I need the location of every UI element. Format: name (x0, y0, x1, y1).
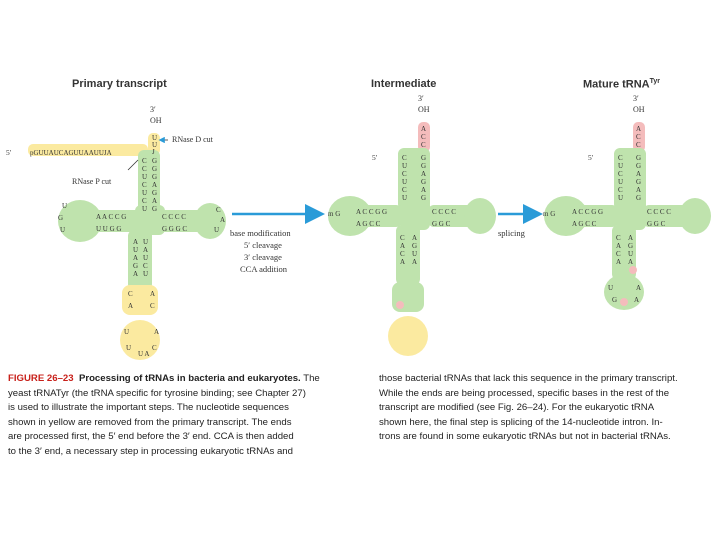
svg-text:C: C (400, 250, 405, 258)
caption-line-2: yeast tRNATyr (the tRNA specific for tyrosine binding; see Chapter 27) (8, 387, 306, 399)
svg-text:U A: U A (138, 350, 150, 358)
svg-text:G G C: G G C (432, 220, 451, 228)
svg-text:G: G (421, 178, 427, 186)
label-oh-primary: OH (150, 116, 162, 125)
svg-text:C: C (216, 206, 221, 214)
svg-text:A: A (616, 258, 622, 266)
svg-text:C: C (128, 290, 133, 298)
svg-text:U: U (143, 270, 149, 278)
svg-text:C: C (142, 197, 147, 205)
svg-text:G: G (628, 242, 634, 250)
svg-text:U: U (143, 254, 149, 262)
svg-text:U: U (152, 141, 158, 149)
svg-text:C: C (616, 234, 621, 242)
svg-text:G: G (412, 242, 418, 250)
label-rnase-d-cut: RNase D cut (172, 135, 213, 144)
title-mature-trna: Mature tRNA$^{Tyr}$ (583, 78, 660, 91)
svg-text:A: A (628, 258, 634, 266)
svg-text:A: A (636, 186, 642, 194)
caption-line-3: is used to illustrate the important steps. The nucleotide sequences (8, 402, 289, 414)
svg-text:A C C G G: A C C G G (572, 208, 604, 216)
svg-text:G: G (58, 214, 64, 222)
step-base-modification: base modification (230, 228, 291, 238)
svg-text:G G G C: G G G C (162, 225, 188, 233)
svg-text:C C C C: C C C C (647, 208, 671, 216)
svg-text:C: C (618, 154, 623, 162)
title-primary-transcript: Primary transcript (72, 78, 167, 90)
svg-text:G: G (636, 194, 642, 202)
svg-text:A: A (421, 125, 427, 133)
label-oh-intermediate: OH (418, 105, 430, 114)
svg-text:A: A (616, 242, 622, 250)
mature-trna-structure (543, 94, 711, 310)
svg-text:U: U (628, 250, 634, 258)
svg-text:U: U (618, 162, 624, 170)
svg-text:A: A (412, 234, 418, 242)
svg-text:C: C (142, 165, 147, 173)
caption-right-line-1: those bacterial tRNAs that lack this sequence in the primary transcript. (379, 373, 678, 384)
svg-text:U: U (402, 178, 408, 186)
svg-text:A: A (421, 186, 427, 194)
svg-text:U: U (214, 226, 220, 234)
svg-text:U: U (142, 189, 148, 197)
step-3prime-cleavage: 3′ cleavage (244, 252, 282, 262)
leader-sequence: pGUUAUCAGUUAAUUJA (30, 149, 112, 157)
svg-text:A: A (634, 296, 640, 304)
label-rnase-p-cut: RNase P cut (72, 177, 112, 186)
svg-text:A: A (154, 328, 160, 336)
svg-text:C C C C: C C C C (162, 213, 186, 221)
svg-text:C: C (150, 302, 155, 310)
svg-text:C: C (618, 170, 623, 178)
svg-text:U: U (618, 194, 624, 202)
label-3prime-primary: 3′ (150, 105, 156, 114)
svg-text:U: U (124, 328, 130, 336)
svg-text:C: C (636, 141, 641, 149)
caption-right-line-5: trons are found in some eukaryotic tRNAs but not in bacterial tRNAs. (379, 431, 671, 443)
svg-text:C: C (421, 133, 426, 141)
figure-label: FIGURE 26–23 (8, 373, 74, 384)
svg-text:A C C G G: A C C G G (356, 208, 388, 216)
svg-text:G: G (636, 154, 642, 162)
caption-right-line-4: shown here, the final step is splicing of the 14-nucleotide intron. In- (379, 416, 663, 428)
svg-text:U: U (126, 344, 132, 352)
label-3prime-mature: 3′ (633, 94, 639, 103)
label-5prime-primary: 5′ (6, 148, 12, 157)
caption-line-4: shown in yellow are removed from the primary transcript. The ends (8, 416, 292, 428)
svg-text:A: A (143, 246, 149, 254)
caption-line-6: to the 3′ end, a necessary step in processing eukaryotic tRNAs and (8, 445, 293, 457)
svg-text:U: U (133, 246, 139, 254)
svg-text:G: G (152, 165, 158, 173)
svg-text:G: G (133, 262, 139, 270)
svg-text:U: U (412, 250, 418, 258)
svg-text:C: C (618, 186, 623, 194)
figure-title: Processing of tRNAs in bacteria and eukaryotes. (78, 373, 301, 384)
svg-text:G: G (421, 154, 427, 162)
svg-text:A A C C G: A A C C G (96, 213, 127, 221)
svg-text:G: G (612, 296, 618, 304)
svg-text:C: C (636, 133, 641, 141)
svg-text:A: A (133, 254, 139, 262)
svg-text:G: G (636, 178, 642, 186)
svg-text:A: A (220, 216, 226, 224)
svg-text:A: A (128, 302, 134, 310)
svg-text:G: G (152, 173, 158, 181)
svg-text:A: A (152, 197, 158, 205)
svg-text:C: C (142, 181, 147, 189)
svg-text:C: C (142, 157, 147, 165)
caption-right-line-2: While the ends are being processed, specific bases in the rest of the (379, 387, 670, 399)
svg-text:C: C (616, 250, 621, 258)
svg-text:C: C (421, 141, 426, 149)
svg-text:U: U (142, 205, 148, 213)
svg-text:A: A (400, 242, 406, 250)
label-5prime-mature: 5′ (588, 153, 594, 162)
svg-text:G G C: G G C (647, 220, 666, 228)
svg-text:C: C (402, 154, 407, 162)
svg-text:A: A (152, 181, 158, 189)
svg-text:U: U (142, 173, 148, 181)
svg-text:G: G (152, 157, 158, 165)
svg-text:U: U (60, 226, 66, 234)
svg-text:U: U (402, 162, 408, 170)
step-5prime-cleavage: 5′ cleavage (244, 240, 282, 250)
caption-left (8, 372, 348, 460)
svg-text:U: U (143, 238, 149, 246)
svg-text:U: U (402, 194, 408, 202)
svg-text:A: A (133, 270, 139, 278)
svg-text:A: A (636, 284, 642, 292)
svg-text:U: U (62, 202, 68, 210)
caption-right-line-3: transcript are modified (see Fig. 26–24). For the eukaryotic tRNA (379, 402, 655, 414)
mod-label-mature: m G (543, 210, 556, 218)
svg-text:C: C (152, 344, 157, 352)
svg-text:G: G (636, 162, 642, 170)
svg-text:J: J (152, 148, 155, 156)
svg-text:A G C C: A G C C (572, 220, 597, 228)
svg-text:A: A (400, 258, 406, 266)
svg-text:C: C (143, 262, 148, 270)
svg-text:U: U (608, 284, 614, 292)
svg-text:A G C C: A G C C (356, 220, 381, 228)
svg-text:A: A (150, 290, 156, 298)
caption-right (379, 372, 711, 445)
svg-text:A: A (636, 170, 642, 178)
svg-text:C: C (402, 186, 407, 194)
svg-text:C: C (400, 234, 405, 242)
svg-text:C: C (402, 170, 407, 178)
svg-text:A: A (421, 170, 427, 178)
svg-text:C C C C: C C C C (432, 208, 456, 216)
svg-text:U: U (152, 134, 158, 142)
svg-text:A: A (636, 125, 642, 133)
svg-text:U U G G: U U G G (96, 225, 122, 233)
svg-text:A: A (412, 258, 418, 266)
caption-line-1: FIGURE 26–23 Processing of tRNAs in bacteria and eukaryotes. The (8, 373, 320, 384)
svg-text:G: G (421, 194, 427, 202)
mod-label-intermediate: m G (328, 210, 341, 218)
svg-text:G: G (152, 205, 158, 213)
intermediate-structure (328, 94, 496, 356)
step-cca-addition: CCA addition (240, 264, 287, 274)
label-5prime-intermediate: 5′ (372, 153, 378, 162)
svg-text:G: G (152, 189, 158, 197)
svg-text:U: U (618, 178, 624, 186)
title-intermediate: Intermediate (371, 78, 437, 90)
primary-transcript-structure (6, 105, 226, 360)
label-3prime-intermediate: 3′ (418, 94, 424, 103)
svg-text:A: A (628, 234, 634, 242)
label-oh-mature: OH (633, 105, 645, 114)
caption-line-5: are processed first, the 5′ end before the 3′ end. CCA is then added (8, 431, 294, 443)
svg-text:G: G (421, 162, 427, 170)
svg-text:A: A (133, 238, 139, 246)
step-splicing: splicing (498, 228, 525, 238)
